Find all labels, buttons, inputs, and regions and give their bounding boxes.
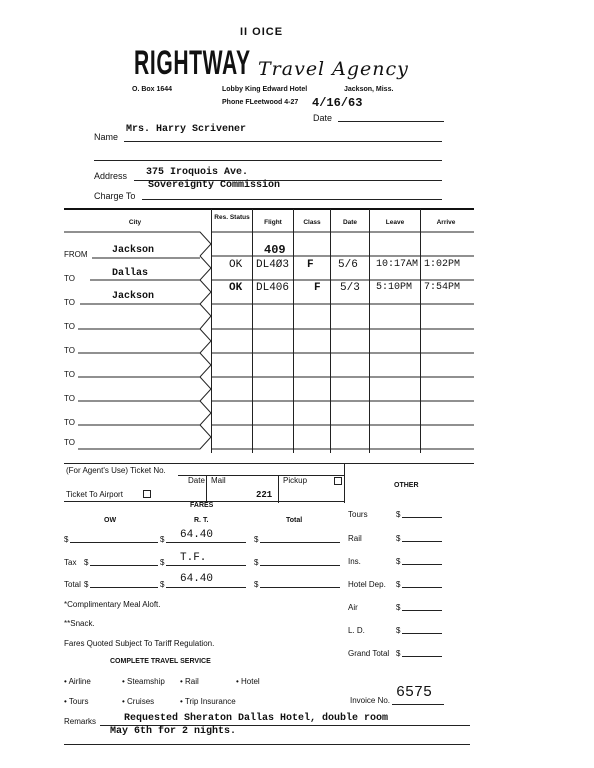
- ticket-airport-label: Ticket To Airport: [66, 490, 123, 499]
- charge-value: Sovereignty Commission: [148, 180, 281, 191]
- other-line: [402, 610, 442, 611]
- charge-label: Charge To: [94, 191, 136, 201]
- service-title: COMPLETE TRAVEL SERVICE: [110, 658, 211, 665]
- rt-fare-value: 64.40: [180, 529, 214, 541]
- row-prefix: TO: [64, 322, 75, 331]
- fare-line: [260, 565, 340, 566]
- fare-dollar: $: [64, 535, 69, 544]
- meal-note: *Complimentary Meal Aloft.: [64, 600, 161, 609]
- other-item: L. D.: [348, 626, 365, 635]
- service-item-tours: • Tours: [64, 697, 89, 706]
- service-item-insurance: • Trip Insurance: [180, 697, 236, 706]
- total-col-label: Total: [286, 517, 303, 524]
- other-line: [402, 541, 442, 542]
- col-flight: Flight: [264, 219, 282, 226]
- row-class: F: [314, 282, 321, 294]
- snack-note: **Snack.: [64, 619, 95, 628]
- fare-line: [260, 542, 340, 543]
- other-dollar: $: [396, 557, 401, 566]
- row-prefix: TO: [64, 346, 75, 355]
- invoice-line: [392, 704, 444, 705]
- remarks-line1: Requested Sheraton Dallas Hotel, double room: [124, 713, 389, 724]
- fare-line: [70, 542, 158, 543]
- fare-dollar: $: [160, 558, 165, 567]
- agent-col: [278, 476, 279, 503]
- row-prefix: TO: [64, 418, 75, 427]
- row-arrive: 1:02PM: [424, 259, 461, 270]
- airport-checkbox[interactable]: [143, 490, 151, 498]
- rt-label: R. T.: [194, 517, 209, 524]
- agent-divider: [64, 463, 474, 464]
- ow-label: OW: [104, 517, 117, 524]
- other-item: Ins.: [348, 557, 361, 566]
- remarks-line2: May 6th for 2 nights.: [110, 726, 237, 737]
- other-line: [402, 564, 442, 565]
- phone: Phone FLeetwood 4-27: [222, 99, 299, 106]
- row-prefix: TO: [64, 394, 75, 403]
- other-title: OTHER: [394, 482, 419, 489]
- row-city: Jackson: [112, 245, 155, 256]
- other-line: [402, 517, 442, 518]
- service-item-steamship: • Steamship: [122, 677, 165, 686]
- row-city: Dallas: [112, 268, 149, 279]
- col-date: Date: [342, 219, 358, 226]
- row-status: OK: [229, 259, 243, 271]
- row-prefix: TO: [64, 438, 75, 447]
- col-status: Res. Status: [214, 214, 250, 221]
- fare-dollar: $: [84, 558, 89, 567]
- tax-label: Tax: [64, 558, 77, 567]
- row-flight: DL406: [256, 282, 290, 294]
- row-leave: 5:10PM: [376, 282, 413, 293]
- brand-script: Travel Agency: [258, 58, 409, 80]
- fare-dollar: $: [160, 580, 165, 589]
- po-box: O. Box 1644: [132, 86, 173, 93]
- other-line: [402, 587, 442, 588]
- service-item-rail: • Rail: [180, 677, 199, 686]
- fare-line: [260, 587, 340, 588]
- other-dollar: $: [396, 510, 401, 519]
- other-dollar: $: [396, 649, 401, 658]
- tariff-note: Fares Quoted Subject To Tariff Regulation.: [64, 639, 215, 648]
- other-item: Air: [348, 603, 358, 612]
- fare-line: [166, 542, 246, 543]
- service-item-airline: • Airline: [64, 677, 91, 686]
- fare-line: [166, 565, 246, 566]
- row-date: 5/3: [340, 282, 360, 294]
- name-label: Name: [94, 132, 119, 142]
- fares-title: FARES: [190, 502, 214, 509]
- total-row-label: Total: [64, 580, 81, 589]
- remarks-label: Remarks: [64, 717, 97, 726]
- address-label: Address: [94, 171, 128, 181]
- fare-line: [166, 587, 246, 588]
- other-item: Hotel Dep.: [348, 580, 386, 589]
- service-item-cruises: • Cruises: [122, 697, 155, 706]
- row-flight: DL4Ø3: [256, 259, 290, 271]
- mail-label: Mail: [211, 476, 226, 485]
- invoice-number: 6575: [396, 684, 433, 701]
- mail-value: 221: [256, 490, 273, 500]
- row-prefix: TO: [64, 370, 75, 379]
- date-value: 4/16/63: [312, 96, 363, 110]
- address-line: Lobby King Edward Hotel: [222, 86, 308, 93]
- pickup-checkbox[interactable]: [334, 477, 342, 485]
- row-leave: 10:17AM: [376, 259, 419, 270]
- fare-dollar: $: [254, 580, 259, 589]
- name-value: Mrs. Harry Scrivener: [126, 124, 247, 135]
- col-city: City: [128, 219, 142, 226]
- row-flight: 409: [264, 243, 286, 257]
- col-class: Class: [303, 219, 321, 226]
- row-prefix: TO: [64, 274, 75, 283]
- fare-dollar: $: [160, 535, 165, 544]
- other-divider: [344, 463, 345, 503]
- row-date: 5/6: [338, 259, 358, 271]
- brand-logo: RIGHTWAY: [134, 44, 251, 82]
- service-item-hotel: • Hotel: [236, 677, 260, 686]
- date-label-agent: Date: [188, 476, 205, 485]
- tax-value: T.F.: [180, 552, 207, 564]
- other-dollar: $: [396, 626, 401, 635]
- total-value: 64.40: [180, 573, 214, 585]
- other-line: [402, 633, 442, 634]
- agent-col: [206, 476, 207, 503]
- col-arrive: Arrive: [436, 219, 456, 226]
- remarks-line-2: [64, 744, 470, 745]
- other-item: Rail: [348, 534, 362, 543]
- other-dollar: $: [396, 603, 401, 612]
- invoice-label: Invoice No.: [350, 696, 391, 705]
- other-dollar: $: [396, 580, 401, 589]
- other-line: [402, 656, 442, 657]
- fare-dollar: $: [254, 535, 259, 544]
- row-status: OK: [229, 282, 243, 294]
- row-city: Jackson: [112, 291, 155, 302]
- other-item: Tours: [348, 510, 368, 519]
- row-prefix: TO: [64, 298, 75, 307]
- fare-dollar: $: [254, 558, 259, 567]
- other-dollar: $: [396, 534, 401, 543]
- fare-line: [90, 565, 158, 566]
- other-item: Grand Total: [348, 649, 390, 658]
- address-value: 375 Iroquois Ave.: [146, 167, 249, 178]
- col-leave: Leave: [385, 219, 405, 226]
- ticket-no-label: (For Agent's Use) Ticket No.: [66, 466, 166, 475]
- fare-dollar: $: [84, 580, 89, 589]
- row-class: F: [307, 259, 314, 271]
- invoice-title: II OICE: [240, 26, 284, 38]
- row-prefix-from: FROM: [64, 250, 88, 259]
- row-arrive: 7:54PM: [424, 282, 461, 293]
- date-label: Date: [313, 113, 333, 123]
- city-line: Jackson, Miss.: [344, 86, 394, 93]
- fare-line: [90, 587, 158, 588]
- pickup-label: Pickup: [283, 476, 308, 485]
